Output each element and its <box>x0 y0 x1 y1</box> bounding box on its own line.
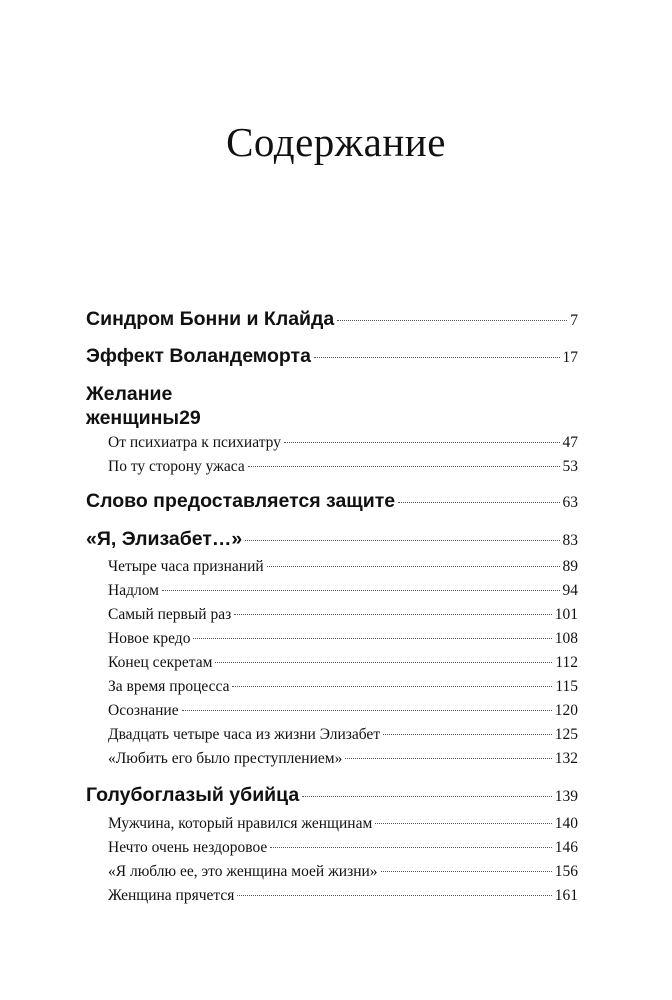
toc-chapter[interactable] <box>86 382 578 430</box>
toc-subsection[interactable] <box>86 606 578 624</box>
toc-subsection[interactable] <box>86 887 578 905</box>
toc-page-number: 156 <box>554 863 578 880</box>
toc-entry-title: «Я, Элизабет…» <box>86 528 243 550</box>
toc-subsection[interactable] <box>86 434 578 452</box>
toc-page-number: 139 <box>554 788 578 805</box>
toc-entry-title: От психиатра к психиатру <box>108 434 281 451</box>
dot-leader <box>234 614 552 615</box>
toc-page-number: 112 <box>555 654 578 671</box>
toc-entry-title: «Любить его было преступлением» <box>108 750 343 767</box>
dot-leader <box>232 686 552 687</box>
toc-page-number: 47 <box>562 434 578 451</box>
toc-entry-title: Женщина прячется <box>108 887 235 904</box>
dot-leader <box>182 710 552 711</box>
toc-entry-title: Синдром Бонни и Клайда <box>86 308 335 330</box>
toc-page-number: 94 <box>562 582 578 599</box>
toc-page-number: 17 <box>562 349 578 366</box>
toc-page-number: 146 <box>554 839 578 856</box>
toc-page-number: 125 <box>554 726 578 743</box>
dot-leader <box>383 734 552 735</box>
toc-chapter[interactable] <box>86 345 578 368</box>
toc-entry-title: За время процесса <box>108 678 230 695</box>
toc-subsection[interactable] <box>86 678 578 696</box>
toc-subsection[interactable] <box>86 839 578 857</box>
table-of-contents <box>86 0 578 1000</box>
toc-subsection[interactable] <box>86 726 578 744</box>
dot-leader <box>270 847 551 848</box>
toc-subsection[interactable] <box>86 582 578 600</box>
dot-leader <box>381 871 552 872</box>
toc-subsection[interactable] <box>86 863 578 881</box>
toc-page-number: 115 <box>555 678 578 695</box>
dot-leader <box>345 758 551 759</box>
page-title: Содержание <box>226 119 446 165</box>
toc-chapter[interactable] <box>86 490 578 513</box>
toc-page-number: 53 <box>562 458 578 475</box>
dot-leader <box>302 796 552 797</box>
toc-subsection[interactable] <box>86 630 578 648</box>
dot-leader <box>162 590 560 591</box>
dot-leader <box>267 566 560 567</box>
toc-entry-title: Новое кредо <box>108 630 191 647</box>
toc-page-number: 161 <box>554 887 578 904</box>
toc-entry-title: Конец секретам <box>108 654 213 671</box>
toc-page-number: 63 <box>562 494 578 511</box>
toc-subsection[interactable] <box>86 815 578 833</box>
dot-leader <box>314 357 560 358</box>
dot-leader <box>193 638 551 639</box>
toc-page-number: 7 <box>570 312 578 329</box>
toc-subsection[interactable] <box>86 654 578 672</box>
toc-entry-title: Мужчина, который нравился женщинам <box>108 815 373 832</box>
toc-entry-title: По ту сторону ужаса <box>108 458 245 475</box>
toc-chapter[interactable] <box>86 308 578 331</box>
toc-page-number: 83 <box>562 532 578 549</box>
toc-entry-title: Осознание <box>108 702 179 719</box>
toc-subsection[interactable] <box>86 702 578 720</box>
dot-leader <box>398 502 559 503</box>
dot-leader <box>237 895 551 896</box>
toc-entry-title: «Я люблю ее, это женщина моей жизни» <box>108 863 378 880</box>
dot-leader <box>337 320 567 321</box>
dot-leader <box>248 466 560 467</box>
toc-entry-title-line2: женщины <box>86 407 180 429</box>
toc-entry-title: Двадцать четыре часа из жизни Элизабет <box>108 726 381 743</box>
toc-entry-title: Слово предоставляется защите <box>86 490 396 512</box>
toc-page-number: 101 <box>554 606 578 623</box>
toc-subsection[interactable] <box>86 750 578 768</box>
toc-entry-title: Четыре часа признаний <box>108 558 264 575</box>
dot-leader <box>245 540 559 541</box>
toc-entry-title: Эффект Воландеморта <box>86 345 311 367</box>
toc-entry-title-line2-row <box>86 406 578 430</box>
dot-leader <box>215 662 552 663</box>
toc-page-number: 89 <box>562 558 578 575</box>
toc-entry-title-line1: Желание <box>86 383 173 405</box>
toc-chapter[interactable] <box>86 784 578 807</box>
toc-page-number: 29 <box>179 407 201 429</box>
dot-leader <box>284 442 560 443</box>
toc-entry-title: Самый первый раз <box>108 606 232 623</box>
toc-page-number: 120 <box>554 702 578 719</box>
toc-page-number: 132 <box>554 750 578 767</box>
toc-entry-title: Голубоглазый убийца <box>86 784 300 806</box>
toc-subsection[interactable] <box>86 458 578 476</box>
toc-subsection[interactable] <box>86 558 578 576</box>
toc-chapter[interactable] <box>86 528 578 551</box>
dot-leader <box>375 823 551 824</box>
toc-entry-title: Надлом <box>108 582 159 599</box>
toc-page-number: 108 <box>554 630 578 647</box>
toc-page-number: 140 <box>554 815 578 832</box>
toc-entry-title: Нечто очень нездоровое <box>108 839 268 856</box>
